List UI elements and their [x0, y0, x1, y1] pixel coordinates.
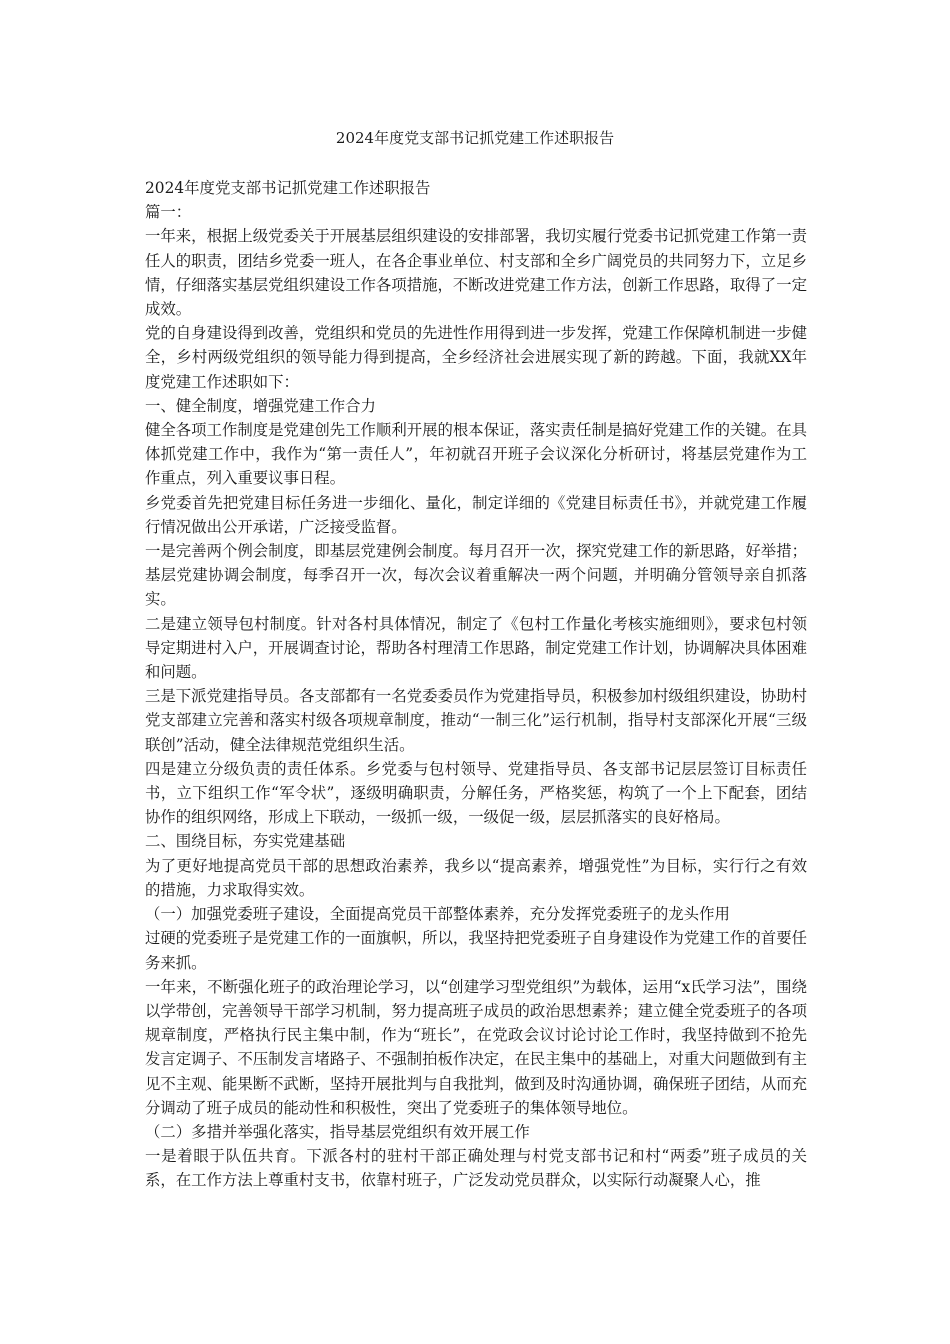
document-body [145, 176, 807, 1193]
paragraph: 四是建立分级负责的责任体系。乡党委与包村领导、党建指导员、各支部书记层层签订目标责任书，立下组织工作“军令状”，逐级明确职责，分解任务，严格奖惩，构筑了一个上下配套，团结协作的组织网络，形成上下联动，一级抓一级，一级促一级，层层抓落实的良好格局。 [145, 759, 807, 827]
paragraph: 一是完善两个例会制度，即基层党建例会制度。每月召开一次，探究党建工作的新思路，好举措；基层党建协调会制度，每季召开一次，每次会议着重解决一两个问题，并明确分管领导亲自抓落实。 [145, 542, 807, 609]
document-title: 2024年度党支部书记抓党建工作述职报告 [335, 129, 615, 147]
subtitle-line: 2024年度党支部书记抓党建工作述职报告 [145, 179, 431, 197]
section-heading: 二、围绕目标，夯实党建基础 [145, 832, 346, 851]
subsection-heading: （一）加强党委班子建设，全面提高党员干部整体素养，充分发挥党委班子的龙头作用 [145, 905, 730, 924]
subsection-heading: （二）多措并举强化落实，指导基层党组织有效开展工作 [145, 1122, 530, 1141]
paragraph: 健全各项工作制度是党建创先工作顺利开展的根本保证，落实责任制是搞好党建工作的关键。在具体抓党建工作中，我作为“第一责任人”，年初就召开班子会议深化分析研讨，将基层党建作为工作重点，列入重要议事日程。 [145, 421, 807, 488]
paragraph: 一年来，根据上级党委关于开展基层组织建设的安排部署，我切实履行党委书记抓党建工作第一责任人的职责，团结乡党委一班人，在各企事业单位、村支部和全乡广阔党员的共同努力下，立足乡情，仔细落实基层党组织建设工作各项措施，不断改进党建工作方法，创新工作思路，取得了一定成效。 [145, 227, 807, 319]
paragraph: 一年来，不断强化班子的政治理论学习，以“创建学习型党组织”为载体，运用“x氏学习法”，围绕以学带创，完善领导干部学习机制，努力提高班子成员的政治思想素养；建立健全党委班子的各项规章制度，严格执行民主集中制，作为“班长”，在党政会议讨论讨论工作时，我坚持做到不抢先发言定调子、不压制发言堵路子、不强制拍板作决定，在民主集中的基础上，对重大问题做到有主见不主观、能果断不武断，坚持开展批判与自我批判，做到及时沟通协调，确保班子团结，从而充分调动了班子成员的能动性和积极性，突出了党委班子的集体领导地位。 [145, 977, 807, 1117]
paragraph: 为了更好地提高党员干部的思想政治素养，我乡以“提高素养，增强党性”为目标，实行行之有效的措施，力求取得实效。 [145, 856, 807, 899]
paragraph: 党的自身建设得到改善，党组织和党员的先进性作用得到进一步发挥，党建工作保障机制进一步健全，乡村两级党组织的领导能力得到提高，全乡经济社会进展实现了新的跨越。下面，我就XX年度党建工作述职如下： [145, 324, 807, 391]
paragraph: 三是下派党建指导员。各支部都有一名党委委员作为党建指导员，积极参加村级组织建设，协助村党支部建立完善和落实村级各项规章制度，推动“一制三化”运行机制，指导村支部深化开展“三级联创”活动，健全法律规范党组织生活。 [145, 687, 807, 754]
paragraph: 二是建立领导包村制度。针对各村具体情况，制定了《包村工作量化考核实施细则》，要求包村领导定期进村入户，开展调查讨论，帮助各村理清工作思路，制定党建工作计划，协调解决具体困难和问题。 [145, 614, 807, 682]
paragraph: 一是着眼于队伍共育。下派各村的驻村干部正确处理与村党支部书记和村“两委”班子成员的关系，在工作方法上尊重村支书，依靠村班子，广泛发动党员群众，以实际行动凝聚人心，推 [145, 1147, 807, 1190]
section-label: 篇一： [145, 203, 192, 222]
section-heading: 一、健全制度，增强党建工作合力 [145, 396, 376, 415]
paragraph: 乡党委首先把党建目标任务进一步细化、量化，制定详细的《党建目标责任书》，并就党建工作履行情况做出公开承诺，广泛接受监督。 [145, 493, 807, 536]
paragraph: 过硬的党委班子是党建工作的一面旗帜，所以，我坚持把党委班子自身建设作为党建工作的首要任务来抓。 [145, 929, 807, 972]
